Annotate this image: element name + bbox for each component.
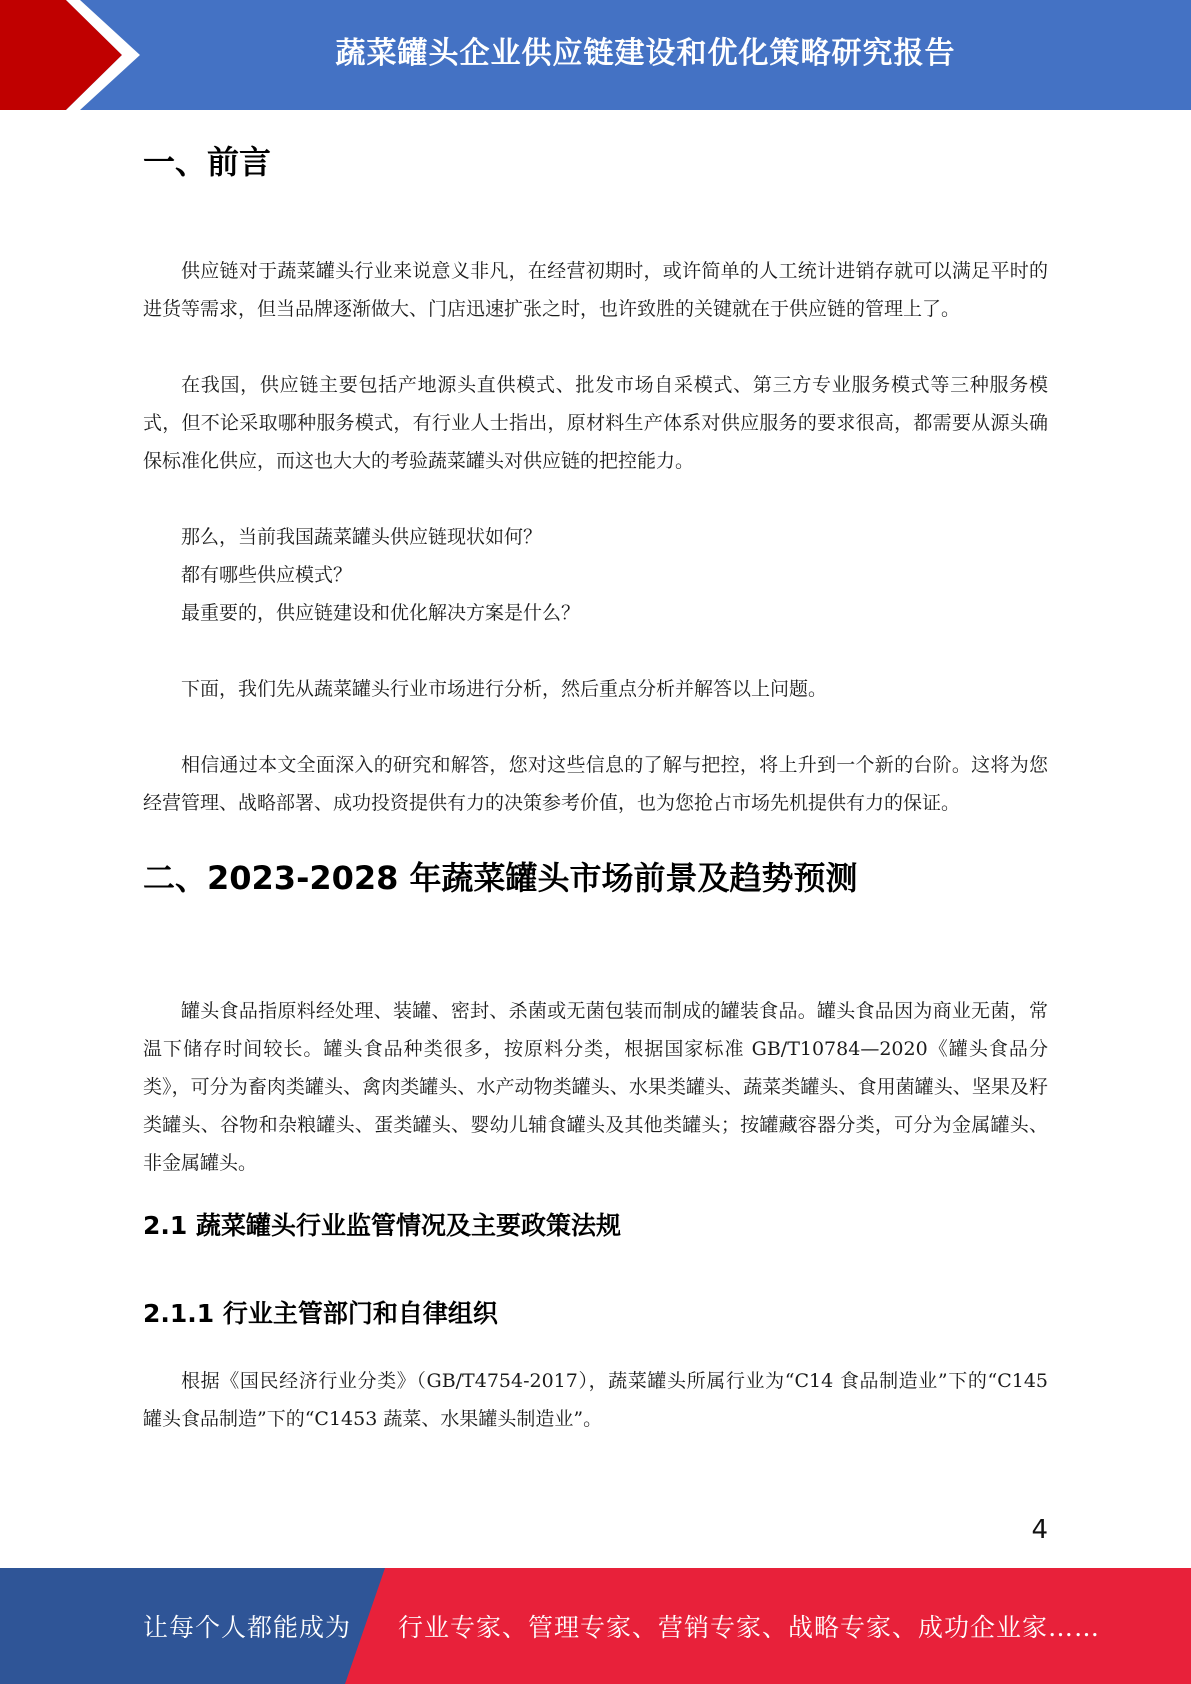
footer-slogan-left: 让每个人都能成为 xyxy=(143,1613,352,1642)
section-heading-market-forecast: 二、2023-2028 年蔬菜罐头市场前景及趋势预测 xyxy=(143,859,858,897)
page-footer xyxy=(0,1568,1191,1684)
subsection-heading-regulation: 2.1 蔬菜罐头行业监管情况及主要政策法规 xyxy=(143,1211,621,1240)
subsection-heading-authorities: 2.1.1 行业主管部门和自律组织 xyxy=(143,1299,498,1328)
question-line: 最重要的，供应链建设和优化解决方案是什么？ xyxy=(181,602,581,624)
paragraph: 根据《国民经济行业分类》（GB/T4754-2017），蔬菜罐头所属行业为“C14 食品制造业”下的“C145 罐头食品制造”下的“C1453 蔬菜、水果罐头制造业”。 xyxy=(143,1370,1048,1430)
question-line: 都有哪些供应模式？ xyxy=(181,564,353,586)
section-heading-preface: 一、前言 xyxy=(143,143,272,181)
report-title: 蔬菜罐头企业供应链建设和优化策略研究报告 xyxy=(335,36,956,71)
footer-slogan-right: 行业专家、管理专家、营销专家、战略专家、成功企业家…… xyxy=(398,1613,1101,1642)
header-red-chevron-decoration xyxy=(0,0,160,110)
paragraph: 下面，我们先从蔬菜罐头行业市场进行分析，然后重点分析并解答以上问题。 xyxy=(181,678,828,700)
paragraph: 罐头食品指原料经处理、装罐、密封、杀菌或无菌包装而制成的罐装食品。罐头食品因为商业无菌，常温下储存时间较长。罐头食品种类很多，按原料分类，根据国家标准 GB/T10784—2020《罐头食品分类》，可分为畜肉类罐头、禽肉类罐头、水产动物类罐头、水果类罐头、蔬菜类罐头、食用菌罐头、坚果及籽类罐头、谷物和杂粮罐头、蛋类罐头、婴幼儿辅食罐头及其他类罐头；按罐藏容器分类，可分为金属罐头、非金属罐头。 xyxy=(143,1000,1048,1174)
paragraph: 在我国，供应链主要包括产地源头直供模式、批发市场自采模式、第三方专业服务模式等三种服务模式，但不论采取哪种服务模式，有行业人士指出，原材料生产体系对供应服务的要求很高，都需要从源头确保标准化供应，而这也大大的考验蔬菜罐头对供应链的把控能力。 xyxy=(143,374,1048,472)
question-line: 那么，当前我国蔬菜罐头供应链现状如何？ xyxy=(181,526,543,548)
document-body xyxy=(143,130,1048,1438)
paragraph: 相信通过本文全面深入的研究和解答，您对这些信息的了解与把控，将上升到一个新的台阶。这将为您经营管理、战略部署、成功投资提供有力的决策参考价值，也为您抢占市场先机提供有力的保证。 xyxy=(143,754,1048,814)
page-header xyxy=(0,0,1191,110)
paragraph: 供应链对于蔬菜罐头行业来说意义非凡，在经营初期时，或许简单的人工统计进销存就可以满足平时的进货等需求，但当品牌逐渐做大、门店迅速扩张之时，也许致胜的关键就在于供应链的管理上了。 xyxy=(143,260,1048,320)
page-number: 4 xyxy=(1031,1515,1048,1545)
